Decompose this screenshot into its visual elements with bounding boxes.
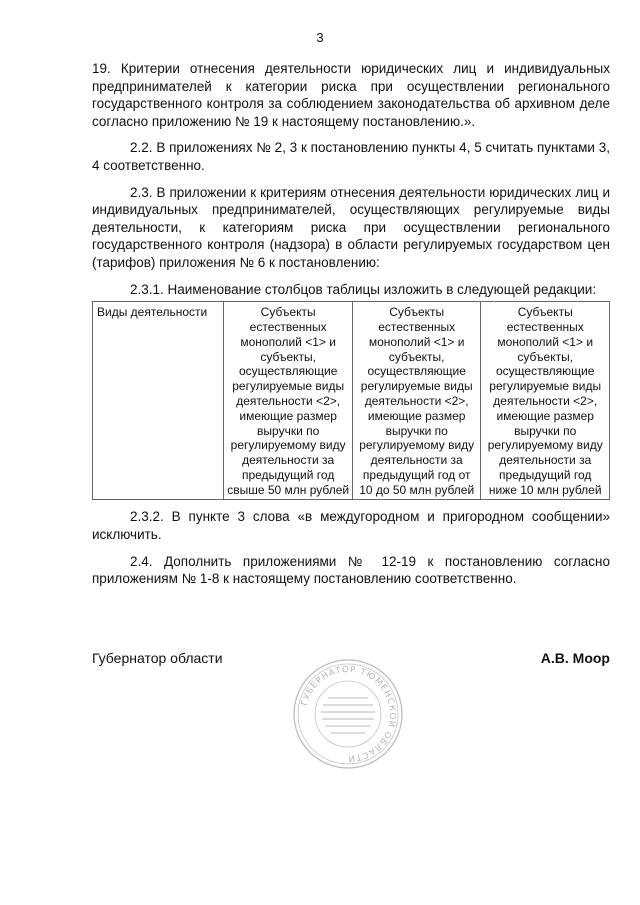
paragraph-2-3: 2.3. В приложении к критериям отнесения деятельности юридических лиц и индивидуальных предпринимателей, осуществляющих регулируемые виды деятельности, к категориям риска при осуществлении регионального государственного контроля (надзора) в области регулируемых государством цен (тарифов) приложения № 6 к постановлению: <box>92 184 610 270</box>
columns-table <box>92 301 610 500</box>
paragraph-item-19: 19. Критерии отнесения деятельности юридических лиц и индивидуальных предпринимателей к категории риска при осуществлении регионального государственного контроля за соблюдением законодательства об архивном деле согласно приложению № 19 к настоящему постановлению.». <box>92 61 610 129</box>
paragraph-2-3-1: 2.3.1. Наименование столбцов таблицы изложить в следующей редакции: <box>130 281 597 297</box>
table-header-cell-10-to-50: Субъекты естественных монополий <1> и субъекты, осуществляющие регулируемые виды деятельности <2>, имеющие размер выручки по регулируемому виду деятельности за предыдущий год от 10 до 50 млн рублей <box>352 302 481 500</box>
paragraph-2-3-2: 2.3.2. В пункте 3 слова «в междугородном и пригородном сообщении» исключить. <box>92 509 610 543</box>
signatory-title: Губернатор области <box>92 650 223 666</box>
official-seal <box>292 658 404 770</box>
document-body <box>92 60 610 597</box>
svg-text:ГУБЕРНАТОР ТЮМЕНСКОЙ ОБЛАСТИ: ГУБЕРНАТОР ТЮМЕНСКОЙ ОБЛАСТИ <box>299 664 398 764</box>
page-number: 3 <box>316 30 324 45</box>
table-header-cell-over-50: Субъекты естественных монополий <1> и субъекты, осуществляющие регулируемые виды деятельности <2>, имеющие размер выручки по регулируемому виду деятельности за предыдущий год свыше 50 млн рублей <box>224 302 353 500</box>
table-header-cell-under-10: Субъекты естественных монополий <1> и субъекты, осуществляющие регулируемые виды деятельности <2>, имеющие размер выручки по регулируемому виду деятельности за предыдущий год ниже 10 млн рублей <box>481 302 610 500</box>
paragraph-2-2: 2.2. В приложениях № 2, 3 к постановлению пункты 4, 5 считать пунктами 3, 4 соответственно. <box>92 140 610 173</box>
table-header-cell-activity: Виды деятельности <box>93 302 224 500</box>
paragraph-2-4: 2.4. Дополнить приложениями № 12-19 к постановлению согласно приложениям № 1-8 к настоящему постановлению соответственно. <box>92 553 610 587</box>
signatory-name: А.В. Моор <box>540 650 610 666</box>
table-header-row <box>93 302 610 500</box>
